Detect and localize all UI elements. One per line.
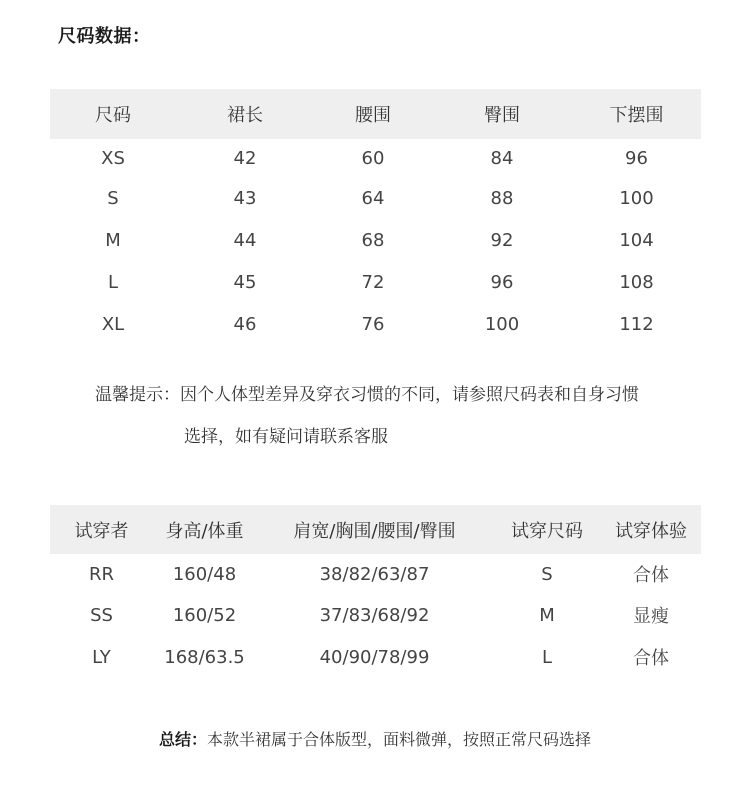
table-cell: 96 [490, 271, 514, 293]
table-cell: 64 [361, 187, 385, 209]
table-cell: S [541, 563, 553, 585]
table-cell: 100 [619, 187, 654, 209]
table-cell: XL [101, 313, 125, 335]
table-cell: 160/48 [172, 563, 237, 585]
table-row [50, 303, 701, 345]
table-row [50, 636, 701, 678]
table-cell: 88 [490, 187, 514, 209]
tip-text: 温馨提示：因个人体型差异及穿衣习惯的不同，请参照尺码表和自身习惯 [95, 385, 639, 405]
column-header-tried-size: 试穿尺码 [511, 520, 583, 542]
table-row [50, 554, 701, 594]
table-cell: RR [88, 563, 114, 585]
table-row [50, 139, 701, 177]
table-cell: 合体 [633, 648, 669, 669]
table-cell: M [539, 604, 555, 626]
table-row [50, 261, 701, 303]
table-cell: XS [101, 147, 125, 169]
table-row [50, 177, 701, 219]
table-row [50, 594, 701, 636]
column-header-skirt-length: 裙长 [227, 105, 263, 126]
table-cell: 76 [361, 313, 385, 335]
table-cell: 45 [233, 271, 257, 293]
column-header-hip: 臀围 [484, 105, 520, 126]
table-cell: 42 [233, 147, 257, 169]
table-cell: M [105, 229, 121, 251]
column-header-height-weight: 身高/体重 [165, 520, 244, 542]
table-cell: 44 [233, 229, 257, 251]
table-cell: 84 [490, 147, 514, 169]
table-cell: 112 [619, 313, 654, 335]
column-header-tester: 试穿者 [74, 520, 129, 542]
table-cell: SS [90, 604, 113, 626]
page-title: 尺码数据： [58, 26, 151, 47]
table-cell: 40/90/78/99 [319, 646, 430, 668]
column-header-fit-experience: 试穿体验 [615, 520, 687, 542]
table-cell: 合体 [633, 565, 669, 586]
table-cell: 46 [233, 313, 257, 335]
column-header-measurements: 肩宽/胸围/腰围/臀围 [293, 520, 456, 542]
summary [0, 727, 750, 750]
table-cell: LY [92, 646, 111, 668]
table-cell: 显瘦 [633, 606, 669, 627]
column-header-size: 尺码 [95, 105, 131, 126]
table-cell: 68 [361, 229, 385, 251]
summary-label: 总结： [158, 730, 207, 749]
table-cell: 72 [361, 271, 385, 293]
table-cell: 92 [490, 229, 514, 251]
table-cell: 60 [361, 147, 385, 169]
table-cell: 108 [619, 271, 654, 293]
table-cell: 37/83/68/92 [319, 604, 430, 626]
table-row [50, 219, 701, 261]
size-table [50, 89, 701, 345]
table-header-row [50, 505, 701, 554]
table-cell: 104 [619, 229, 654, 251]
table-cell: 96 [625, 147, 648, 169]
table-cell: 38/82/63/87 [319, 563, 430, 585]
summary-text: 本款半裙属于合体版型，面料微弹，按照正常尺码选择 [207, 730, 592, 749]
column-header-waist: 腰围 [355, 105, 391, 126]
tryon-table [50, 505, 701, 678]
table-cell: 100 [484, 313, 520, 335]
table-cell: 160/52 [172, 604, 237, 626]
table-cell: S [107, 187, 119, 209]
table-cell: 43 [233, 187, 257, 209]
column-header-hem: 下摆围 [609, 105, 664, 126]
table-cell: L [107, 271, 119, 293]
table-header-row [50, 89, 701, 139]
table-cell: 168/63.5 [164, 646, 245, 668]
tip-text-continued: 选择，如有疑问请联系客服 [184, 427, 388, 447]
table-cell: L [541, 646, 553, 668]
